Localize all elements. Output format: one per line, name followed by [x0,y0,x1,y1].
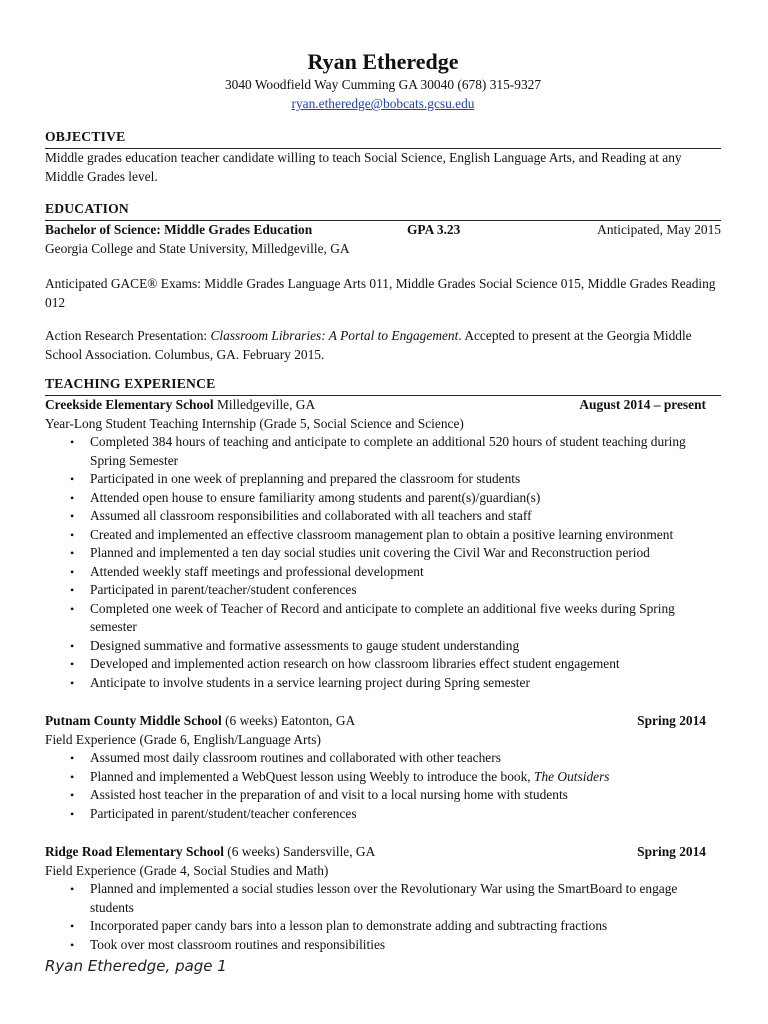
bullet-icon: • [70,490,75,505]
teaching-heading: TEACHING EXPERIENCE [45,375,721,396]
bullet-icon: • [70,788,75,802]
email-link[interactable]: ryan.etheredge@bobcats.gcsu.edu [291,96,475,111]
list-item: • Participated in parent/teacher/student conferences [45,581,721,600]
contact-address: 3040 Woodfield Way Cumming GA 30040 (678) 315-9327 [224,77,542,92]
job-school: Putnam County Middle School [45,713,222,728]
gpa: GPA 3.23 [407,222,461,237]
gace-exams: Anticipated GACE® Exams: Middle Grades Language Arts 011, Middle Grades Social Science 015, Middle Grades Reading 012 [45,276,716,310]
list-item: • Attended weekly staff meetings and professional development [45,563,721,582]
book-title: The Outsiders [534,768,610,784]
bullet-icon: • [70,937,75,952]
list-item: • Designed summative and formative assessments to gauge student understanding [45,637,721,656]
list-item: • Anticipate to involve students in a service learning project during Spring semester [45,674,721,693]
bullet-icon: • [70,751,75,765]
research-title: Classroom Libraries: A Portal to Engagement [210,328,459,343]
list-item: • Took over most classroom routines and responsibilities [45,936,721,955]
job-header [45,843,721,862]
bullet-icon: • [70,769,75,784]
job-bullets [45,749,721,823]
bullet-icon: • [70,601,75,616]
job-detail: (6 weeks) Eatonton, GA [221,713,356,728]
degree-title: Bachelor of Science: Middle Grades Education [45,222,313,237]
education-heading: EDUCATION [45,200,721,221]
list-item: • Planned and implemented a social studies lesson over the Revolutionary War using the SmartBoard to engage students [70,881,678,915]
job-detail: (6 weeks) Sandersville, GA [223,844,376,859]
objective-text: Middle grades education teacher candidate willing to teach Social Science, English Language Arts, and Reading at any Middle Grades level. [45,150,682,184]
bullet-icon: • [70,527,75,542]
list-item: • Assumed most daily classroom routines and collaborated with other teachers [45,749,721,768]
research-suffix: . Accepted to present at the Georgia Middle School Association. Columbus, GA. February 2015. [45,328,692,362]
education-section [45,221,721,364]
bullet-icon: • [70,882,75,896]
bullet-icon: • [70,564,75,579]
bullet-icon: • [70,675,75,690]
job-date: Spring 2014 [637,713,706,728]
job-role: Year-Long Student Teaching Internship (Grade 5, Social Science and Science) [45,415,464,431]
list-item: • Assisted host teacher in the preparation of and visit to a local nursing home with students [45,786,721,805]
list-item: • Completed one week of Teacher of Record and anticipate to complete an additional five weeks during Spring semester [70,600,675,634]
job-school: Ridge Road Elementary School [45,844,224,859]
list-item: • Incorporated paper candy bars into a lesson plan to demonstrate adding and subtracting fractions [45,917,721,936]
school-name: Georgia College and State University, Milledgeville, GA [45,240,350,256]
bullet-icon: • [70,472,75,486]
contact-email [45,95,721,114]
list-item: • Assumed all classroom responsibilities and collaborated with all teachers and staff [45,507,721,526]
list-item: • Participated in parent/student/teacher conferences [45,805,721,824]
list-item: • Developed and implemented action research on how classroom libraries effect student engagement [45,655,721,674]
bullet-icon: • [70,657,75,671]
bullet-icon: • [70,638,75,653]
bullet-icon: • [70,806,75,821]
job-school: Creekside Elementary School [45,397,214,412]
bullet-icon: • [70,509,75,523]
objective-heading: OBJECTIVE [45,128,721,149]
research-prefix: Action Research Presentation: [45,328,211,343]
job-header [45,396,721,415]
list-item: • Completed 384 hours of teaching and anticipate to complete an additional 520 hours of student teaching during Spring Semester [70,434,686,468]
job-bullets [45,880,721,954]
degree-date: Anticipated, May 2015 [597,222,721,237]
bullet-icon: • [70,546,75,560]
job-putnam [45,712,721,823]
candidate-name: Ryan Etheredge [307,49,459,74]
bullet-icon: • [70,435,75,449]
job-date: Spring 2014 [637,844,706,859]
job-creekside [45,396,721,692]
list-item: • Planned and implemented a WebQuest lesson using Weebly to introduce the book, The Outsiders [45,768,721,787]
job-detail: Milledgeville, GA [213,397,316,412]
list-item: • Attended open house to ensure familiarity among students and parent(s)/guardian(s) [45,489,721,508]
job-role: Field Experience (Grade 4, Social Studies and Math) [45,862,329,878]
list-item: • Created and implemented an effective classroom management plan to obtain a positive learning environment [45,526,721,545]
job-role: Field Experience (Grade 6, English/Language Arts) [45,731,321,747]
degree-row [45,221,721,240]
job-date: August 2014 – present [579,397,706,412]
bullet-icon: • [70,919,75,933]
job-bullets [45,433,721,692]
page-footer: Ryan Etheredge, page 1 [45,957,227,975]
bullet-icon: • [70,583,75,597]
list-item: • Participated in one week of preplanning and prepared the classroom for students [45,470,721,489]
action-research [45,327,721,364]
job-header [45,712,721,731]
job-ridge-road [45,843,721,954]
list-item: • Planned and implemented a ten day social studies unit covering the Civil War and Reconstruction period [45,544,721,563]
